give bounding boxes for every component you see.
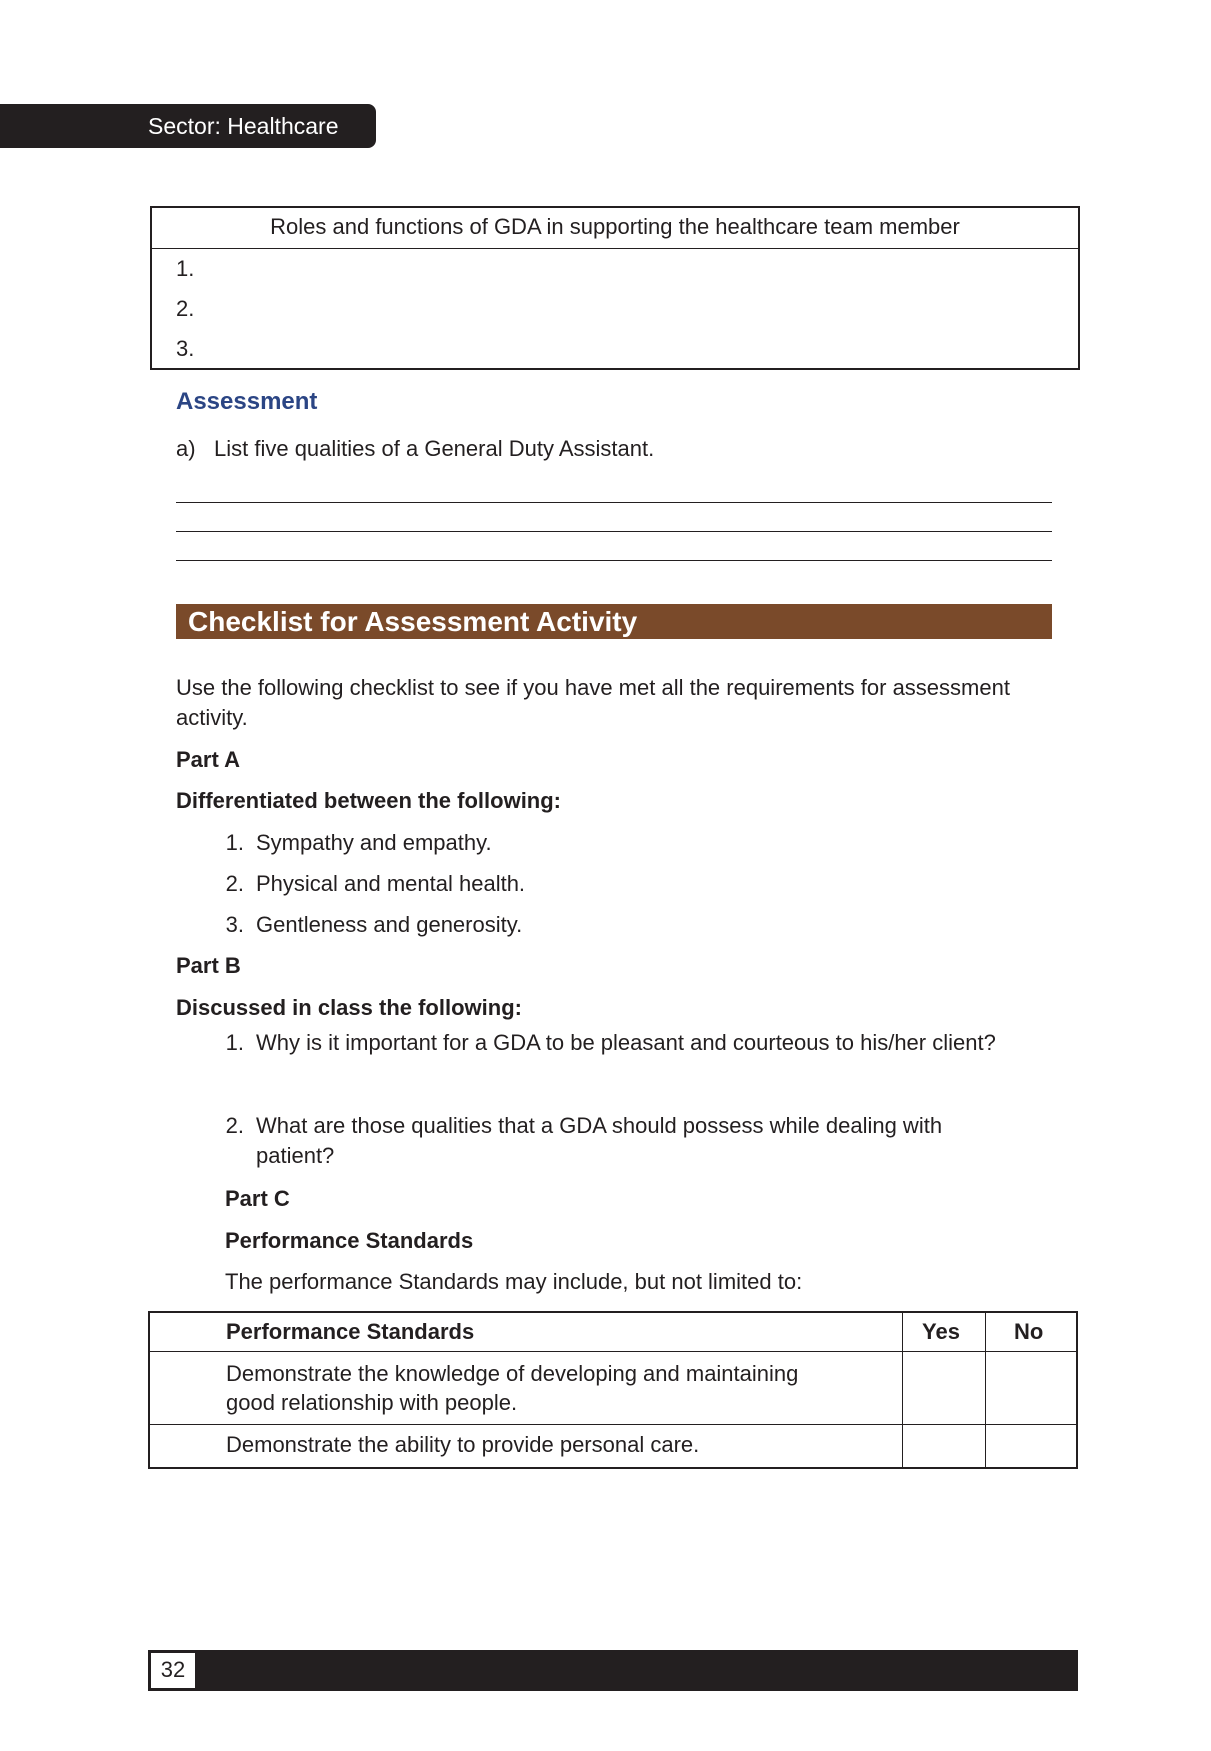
footer-bar (148, 1650, 1078, 1691)
part-c-title: Part C (225, 1186, 290, 1211)
performance-table (148, 1311, 1078, 1469)
list-text-continued: patient? (256, 1143, 335, 1168)
question-marker: a) (176, 436, 196, 461)
assessment-heading: Assessment (176, 388, 318, 415)
roles-item-1: 1. (176, 256, 195, 281)
list-text: What are those qualities that a GDA should possess while dealing with (256, 1113, 943, 1138)
header-no: No (1014, 1319, 1044, 1344)
checklist-heading: Checklist for Assessment Activity (176, 604, 1052, 639)
list-number: 1. (225, 1030, 244, 1055)
part-a-subtitle: Differentiated between the following: (176, 788, 562, 813)
list-number: 3. (225, 912, 244, 937)
table-row-1-line1: Demonstrate the knowledge of developing and maintaining (226, 1361, 799, 1386)
header-performance-standards: Performance Standards (226, 1319, 475, 1344)
answer-line-1 (176, 502, 1052, 503)
part-c-subtitle: Performance Standards (225, 1228, 474, 1253)
row-divider (150, 1424, 1076, 1425)
list-text: Why is it important for a GDA to be pleasant and courteous to his/her client? (256, 1030, 996, 1055)
answer-line-3 (176, 560, 1052, 561)
list-text: Gentleness and generosity. (256, 912, 523, 937)
part-b-title: Part B (176, 953, 241, 978)
column-divider (902, 1313, 903, 1467)
row-divider (150, 1351, 1076, 1352)
sector-label: Sector: Healthcare (148, 113, 339, 139)
answer-line-2 (176, 531, 1052, 532)
list-number: 2. (225, 1113, 244, 1138)
list-text: Sympathy and empathy. (256, 830, 492, 855)
list-text: Physical and mental health. (256, 871, 526, 896)
roles-item-3: 3. (176, 336, 195, 361)
table-row-1-line2: good relationship with people. (226, 1390, 518, 1415)
page-number: 32 (150, 1652, 196, 1689)
question-text: List five qualities of a General Duty Assistant. (214, 436, 655, 461)
column-divider (985, 1313, 986, 1467)
roles-item-2: 2. (176, 296, 195, 321)
roles-table-title: Roles and functions of GDA in supporting the healthcare team member (152, 208, 1078, 249)
list-number: 2. (225, 871, 244, 896)
checklist-intro-line1: Use the following checklist to see if you have met all the requirements for assessment (176, 675, 1010, 700)
checklist-intro-line2: activity. (176, 705, 248, 730)
part-c-intro: The performance Standards may include, but not limited to: (225, 1269, 803, 1294)
part-b-subtitle: Discussed in class the following: (176, 995, 522, 1020)
roles-table (150, 206, 1080, 370)
sector-tab (0, 104, 376, 148)
header-yes: Yes (922, 1319, 960, 1344)
assessment-question (176, 436, 654, 462)
table-row-2-line1: Demonstrate the ability to provide personal care. (226, 1432, 700, 1457)
list-number: 1. (225, 830, 244, 855)
part-a-title: Part A (176, 747, 240, 772)
